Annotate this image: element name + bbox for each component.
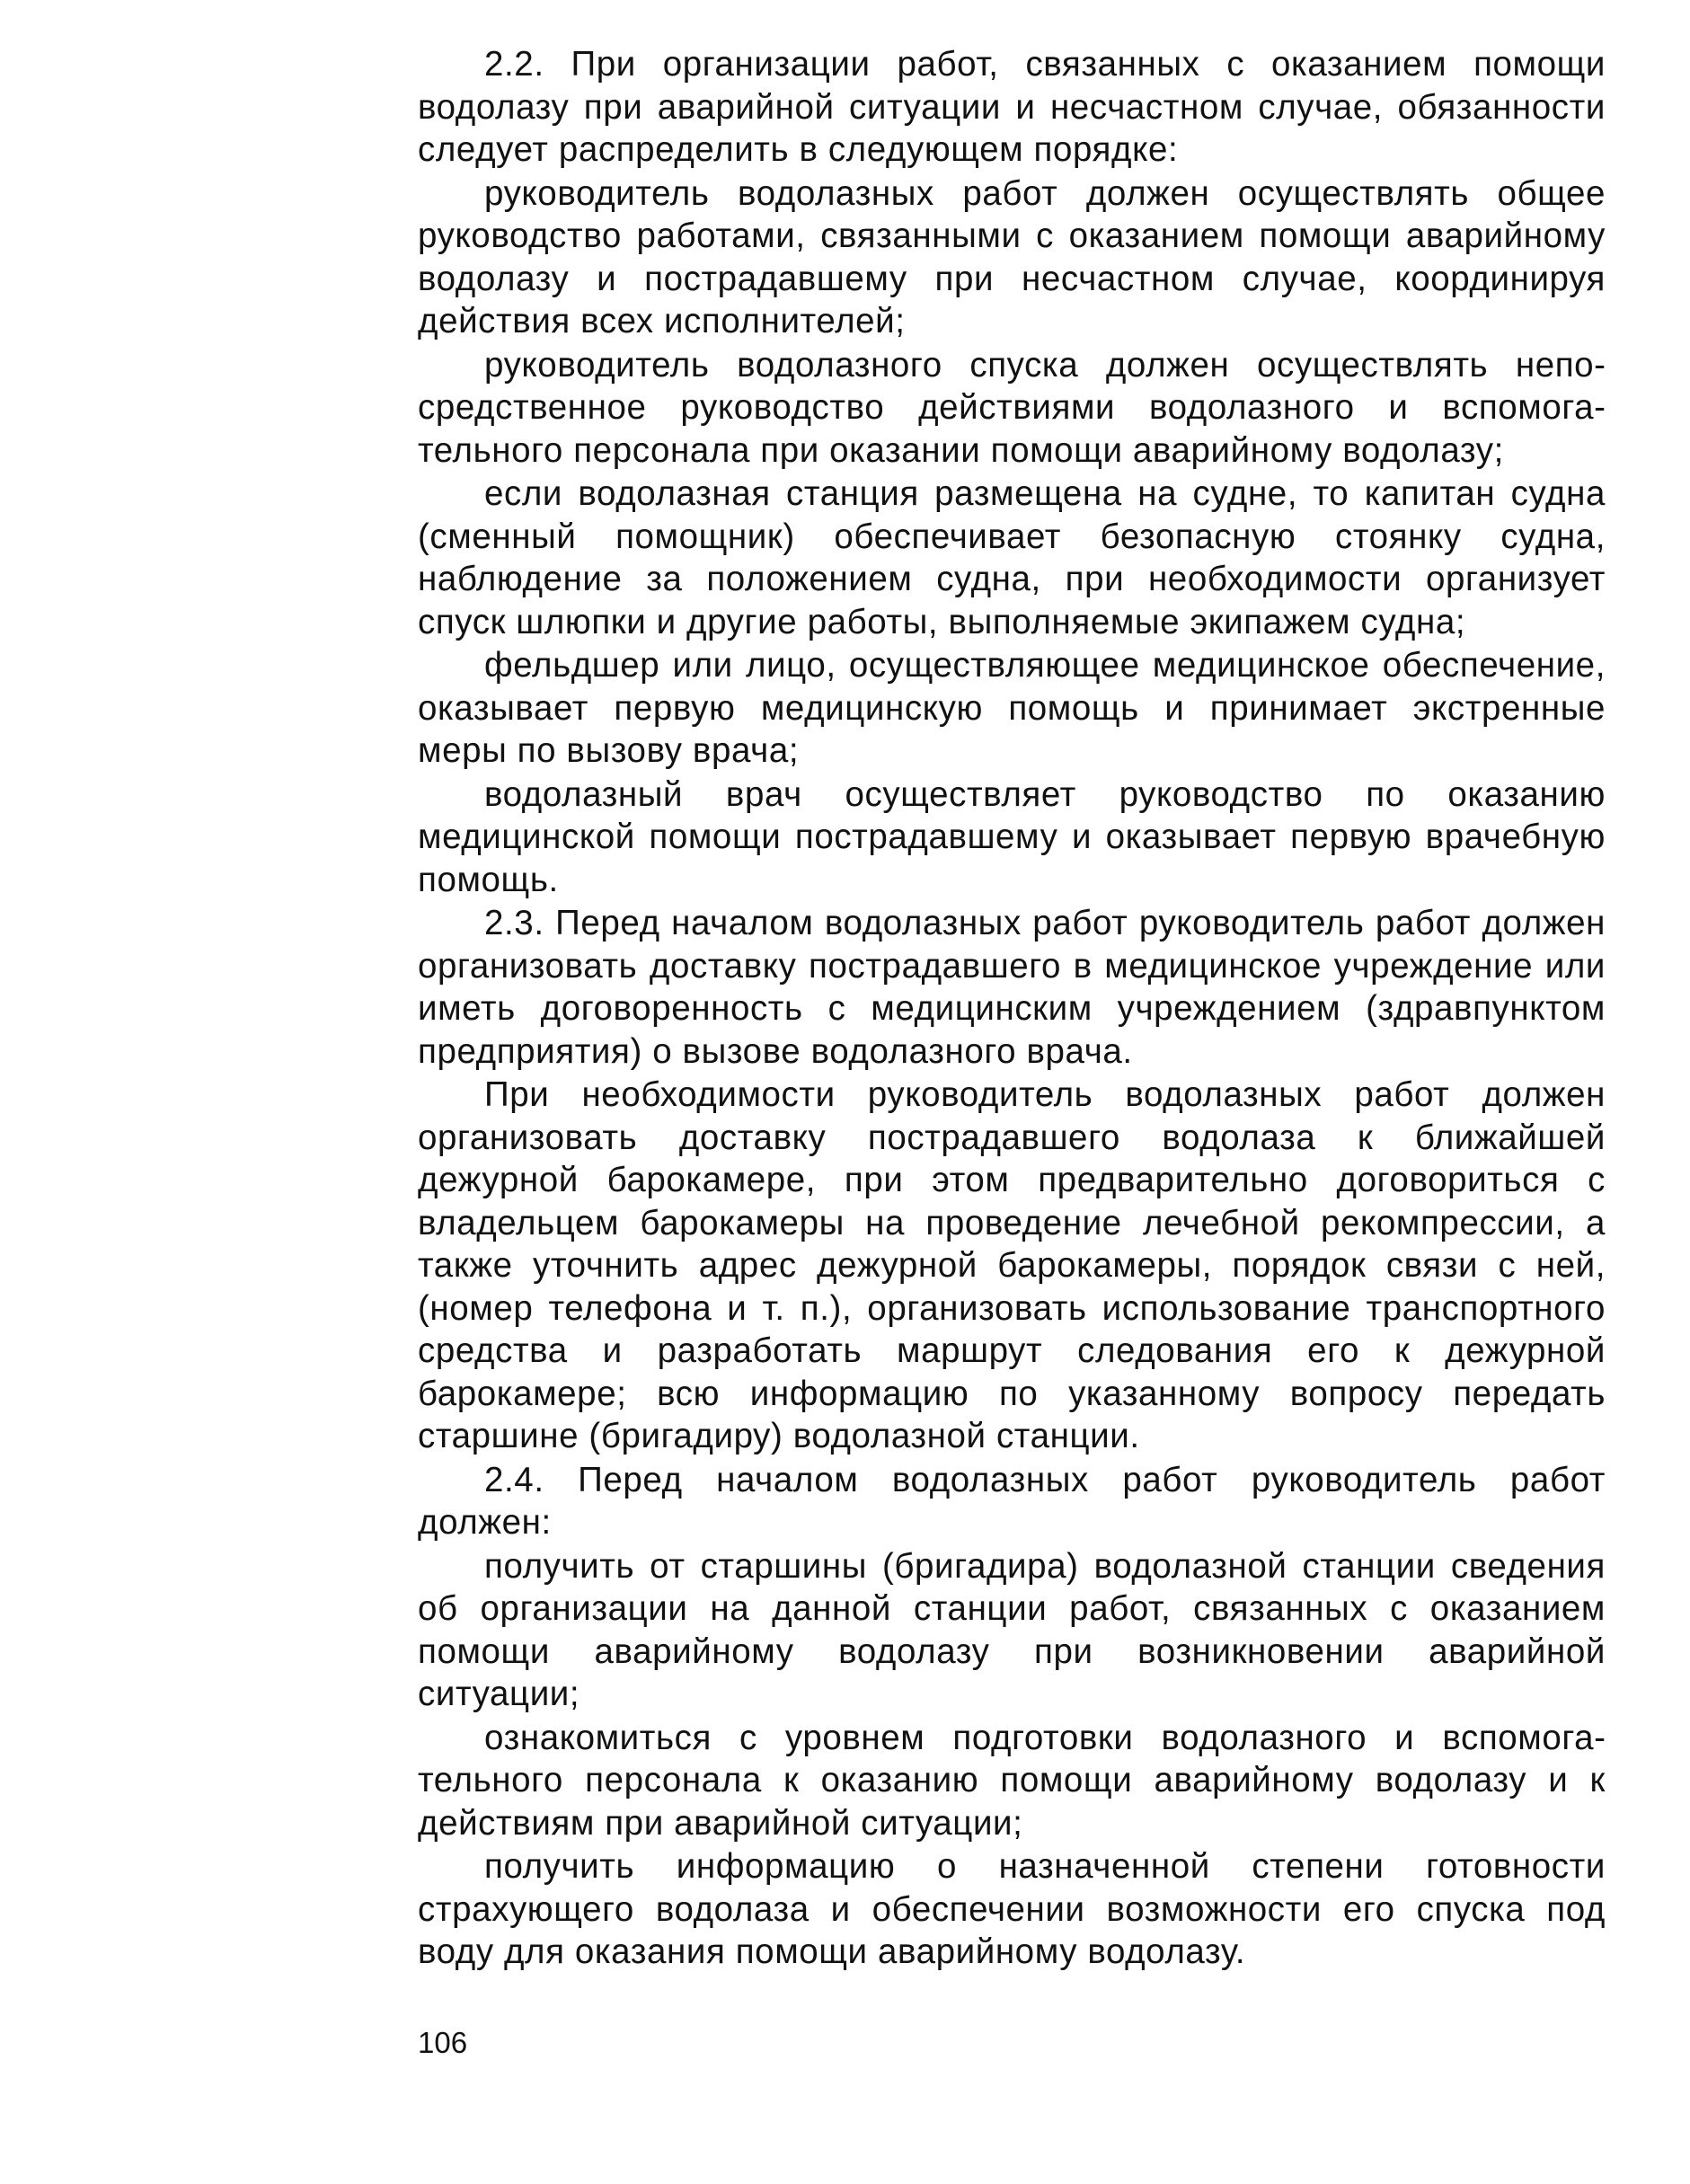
paragraph-dive-supervisor: руководитель водолазных работ должен осуществлять общее руководство работами, связанными с оказанием помощи аварийному водолазу и пострадавшему при несчастном случае, координируя действия всех исполнителей;: [418, 173, 1606, 340]
paragraph-pressure-chamber: При необходимости руководитель водолазных работ должен организовать доставку пострадавшего водолаза к ближайшей дежурной барокамере, при этом предварительно договориться с владельцем барокамеры на проведение лечебной рекомпрессии, а также уточнить адрес дежурной барокамеры, порядок связи с ней, (номер телефона и т. п.), организовать использование транспортного средства и разработать маршрут следования его к дежурной барокамере; всю информацию по указанному вопросу передать старшине (бригадиру) водолазной станции.: [418, 1075, 1606, 1455]
paragraph-2-3: 2.3. Перед началом водолазных работ руководитель работ должен организовать доставку пострадавшего в медицинское учреждение или иметь договоренность с медицинским учреждением (здравпунктом предприятия) о вызове водолазного врача.: [418, 904, 1606, 1071]
paragraph-paramedic: фельдшер или лицо, осуществляющее медицинское обеспечение, оказывает первую медицинскую помощь и принимает экстренные меры по вызову врача;: [418, 646, 1606, 770]
paragraph-safety-diver: получить информацию о назначенной степени готовности страхующего водолаза и обеспечении возможности его спуска под воду для оказания помощи аварийному водолазу.: [418, 1847, 1606, 1971]
paragraph-ship-captain: если водолазная станция размещена на судне, то капитан судна (сменный помощник) обеспечивает безопасную стоянку судна, наблюдение за положением судна, при необходимости организует спуск шлюпки и другие работы, выполняемые экипажем судна;: [418, 474, 1606, 641]
paragraph-2-2: 2.2. При организации работ, связанных с оказанием помощи водолазу при аварийной ситуации и несчастном случае, обязанности следует распределить в следующем порядке:: [418, 45, 1606, 169]
paragraph-diving-doctor: водолазный врач осуществляет руководство по оказанию медицинской помощи пострадавшему и оказывает первую врачебную помощь.: [418, 774, 1606, 899]
page-body: [418, 43, 1606, 1975]
paragraph-obtain-info-station: получить от старшины (бригадира) водолазной станции сведения об организации на данной станции работ, связанных с оказанием помощи аварийному водолазу при возникновении аварийной ситуации;: [418, 1546, 1606, 1713]
paragraph-training-level: ознакомиться с уровнем подготовки водолазного и вспомогательного персонала к оказанию помощи аварийному водолазу и к действиям при аварийной ситуации;: [418, 1718, 1606, 1843]
paragraph-2-4: 2.4. Перед началом водолазных работ руководитель работ должен:: [418, 1460, 1606, 1542]
page-number: 106: [418, 2026, 468, 2059]
paragraph-descent-supervisor: руководитель водолазного спуска должен осуществлять непосредственное руководство действиями водолазного и вспомогательного персонала при оказании помощи аварийному водолазу;: [418, 345, 1606, 470]
